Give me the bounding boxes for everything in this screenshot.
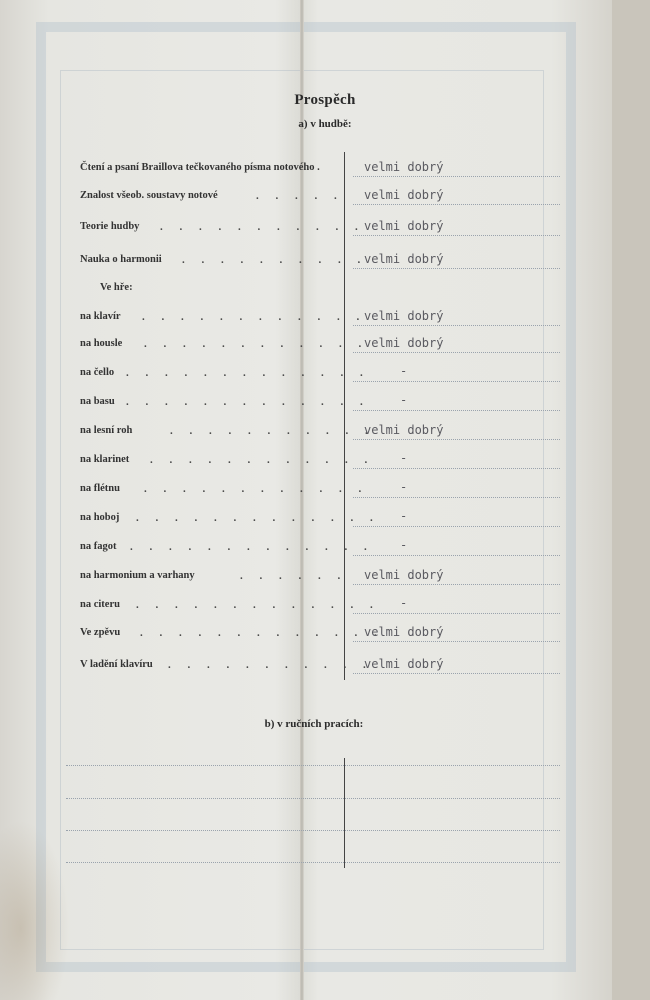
subject-label: na fagot [80, 541, 117, 552]
grade-value: - [400, 364, 408, 378]
grade-value: - [400, 596, 408, 610]
section-a-heading: a) v hudbě: [298, 118, 352, 130]
grade-value: velmi dobrý [364, 657, 444, 671]
blank-line [66, 765, 560, 766]
leader-dots: . . . . . . . . . . . [170, 425, 375, 437]
grade-row [0, 254, 612, 274]
leader-dots: . . . . . . . . . . . . . [126, 396, 370, 408]
leader-dots: . . . . . . [240, 570, 348, 582]
grade-line [353, 235, 560, 236]
leader-dots: . . . . . . . . . . . [168, 659, 373, 671]
subject-label: na basu [80, 396, 115, 407]
grade-line [353, 352, 560, 353]
grade-value: velmi dobrý [364, 160, 444, 174]
grade-row [0, 393, 612, 416]
grade-row [0, 570, 612, 590]
grade-row [0, 364, 612, 387]
grade-row [0, 480, 612, 503]
leader-dots: . . . . . . . . . . . . . [140, 627, 384, 639]
leader-dots: . . . . . . . . . . . . . [136, 512, 380, 524]
grade-value: velmi dobrý [364, 336, 444, 350]
grade-value: - [400, 451, 408, 465]
grade-line [353, 268, 560, 269]
section-b-heading: b) v ručních pracích: [264, 718, 364, 730]
grade-value: velmi dobrý [364, 568, 444, 582]
grade-value: - [400, 480, 408, 494]
subject-label: na citeru [80, 599, 120, 610]
subject-label: na hoboj [80, 512, 120, 523]
grade-line [353, 410, 560, 411]
grade-line [353, 526, 560, 527]
grade-line [353, 555, 560, 556]
grade-row [0, 311, 612, 331]
grade-value: - [400, 509, 408, 523]
grade-row [0, 451, 612, 474]
leader-dots: . . . . . . . . . . . [160, 221, 365, 233]
grade-value: velmi dobrý [364, 423, 444, 437]
subject-label: na harmonium a varhany [80, 570, 195, 581]
grade-row [0, 221, 612, 241]
grade-value: velmi dobrý [364, 252, 444, 266]
grade-line [353, 613, 560, 614]
grade-row [0, 538, 612, 561]
grade-line [353, 325, 560, 326]
subject-label: na lesní roh [80, 425, 133, 436]
grade-row [0, 282, 612, 302]
subject-label: Čtení a psaní Braillova tečkovaného písma notového . [80, 162, 320, 173]
subject-label: na čello [80, 367, 115, 378]
subject-label: V ladění klavíru [80, 659, 153, 670]
grade-row [0, 509, 612, 532]
subject-label: Ve hře: [100, 282, 133, 293]
leader-dots: . . . . . . . . . . . . . [136, 599, 380, 611]
blank-line [66, 830, 560, 831]
grade-line [353, 584, 560, 585]
leader-dots: . . . . . . . . . . [182, 254, 368, 266]
grade-line [353, 439, 560, 440]
blank-line [66, 798, 560, 799]
leader-dots: . . . . . [256, 190, 344, 202]
grade-row [0, 627, 612, 647]
subject-label: na klavír [80, 311, 121, 322]
grade-value: velmi dobrý [364, 309, 444, 323]
subject-label: na flétnu [80, 483, 120, 494]
leader-dots: . . . . . . . . . . . . [142, 311, 367, 323]
grade-line [353, 381, 560, 382]
grade-row [0, 596, 612, 619]
subject-label: Znalost všeob. soustavy notové [80, 190, 218, 201]
subject-label: Nauka o harmonii [80, 254, 162, 265]
grade-line [353, 641, 560, 642]
grade-value: - [400, 393, 408, 407]
subject-label: na klarinet [80, 454, 130, 465]
grade-line [353, 673, 560, 674]
column-divider-b [344, 758, 345, 868]
grade-value: velmi dobrý [364, 188, 444, 202]
grade-value: velmi dobrý [364, 625, 444, 639]
leader-dots: . . . . . . . . . . . . [150, 454, 375, 466]
page-title: Prospěch [294, 92, 356, 108]
grade-row [0, 338, 612, 358]
grade-row [0, 425, 612, 445]
leader-dots: . . . . . . . . . . . . [144, 338, 369, 350]
grade-value: velmi dobrý [364, 219, 444, 233]
paper-stain [0, 820, 70, 1000]
grade-row [0, 190, 612, 210]
blank-line [66, 862, 560, 863]
grade-row [0, 659, 612, 679]
leader-dots: . . . . . . . . . . . . . [126, 367, 370, 379]
subject-label: Ve zpěvu [80, 627, 121, 638]
grade-row [0, 162, 612, 182]
grade-line [353, 176, 560, 177]
grade-line [353, 468, 560, 469]
grade-line [353, 497, 560, 498]
grade-value: - [400, 538, 408, 552]
subject-label: Teorie hudby [80, 221, 140, 232]
grade-line [353, 204, 560, 205]
leader-dots: . . . . . . . . . . . . . [130, 541, 374, 553]
subject-label: na housle [80, 338, 123, 349]
leader-dots: . . . . . . . . . . . . [144, 483, 369, 495]
